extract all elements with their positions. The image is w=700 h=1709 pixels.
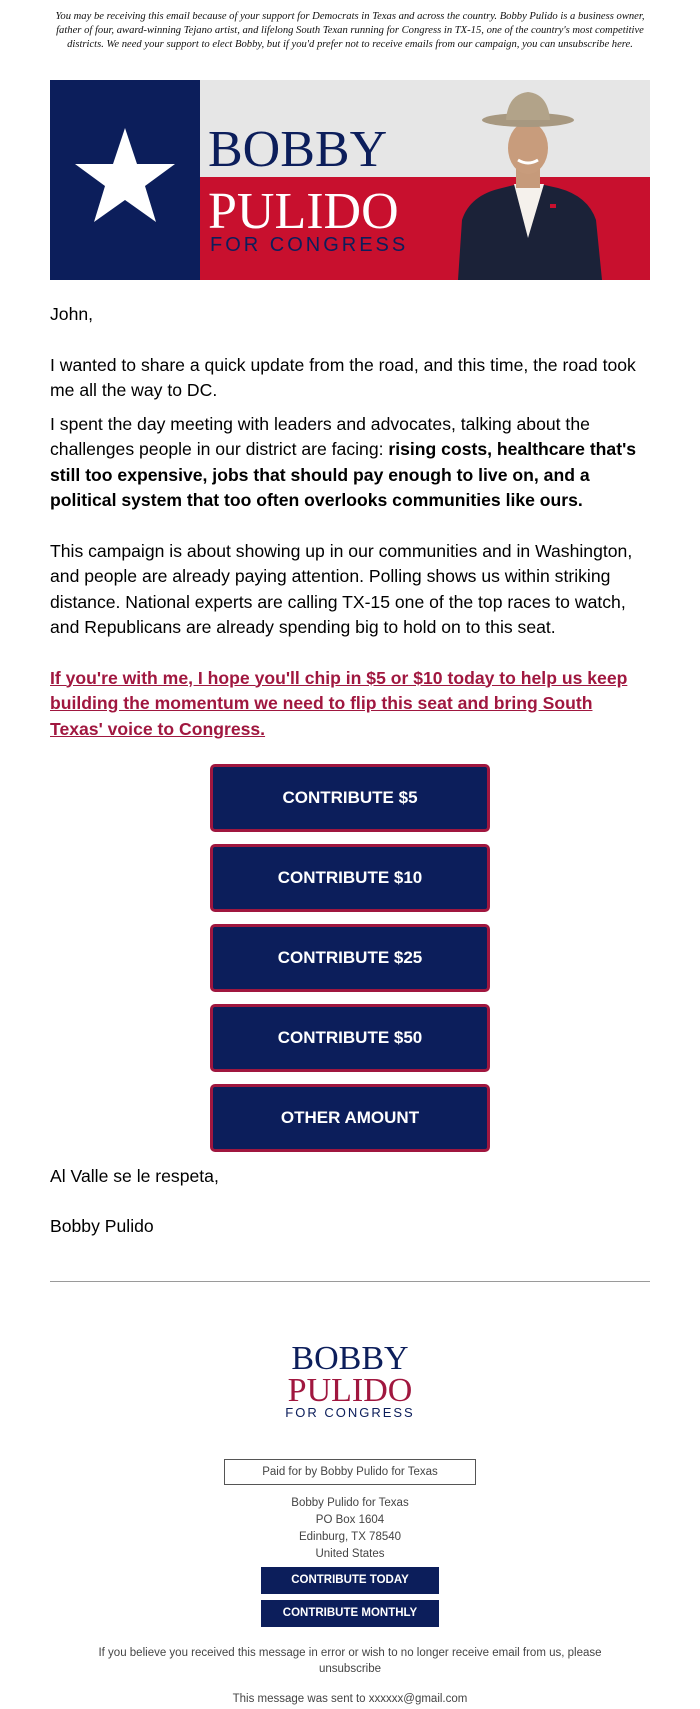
- unsubscribe-link[interactable]: unsubscribe: [318, 1663, 381, 1675]
- sent-to-notice: [50, 1693, 650, 1705]
- footer-buttons: [50, 1567, 650, 1627]
- contribute-monthly-button[interactable]: CONTRIBUTE MONTHLY: [261, 1600, 439, 1627]
- footer-divider: [50, 1281, 650, 1282]
- donate-cta-link[interactable]: If you're with me, I hope you'll chip in $5 or $10 today to help us keep building the momentum we need to flip this seat and bring South Texas' voice to Congress.: [50, 667, 628, 739]
- address-line-3: Edinburg, TX 78540: [298, 1531, 402, 1543]
- address-line-4: United States: [315, 1548, 385, 1560]
- banner-name-first: BOBBY: [208, 121, 388, 178]
- sent-to-email: xxxxxx@gmail.com: [368, 1693, 468, 1705]
- paragraph-3: This campaign is about showing up in our communities and in Washington, and people are already paying attention. Polling shows us within striking distance. National experts are calling TX-15 one of the top races to watch, and Republicans are already spending big to hold on to this seat.: [50, 540, 633, 637]
- campaign-banner: [50, 80, 650, 280]
- paragraph-2-plain: I spent the day meeting with leaders and advocates, talking about the challenges people in our district are facing:: [50, 413, 590, 459]
- error-notice: [50, 1645, 650, 1677]
- contribute-25-button[interactable]: CONTRIBUTE $25: [210, 924, 490, 992]
- other-amount-button[interactable]: OTHER AMOUNT: [210, 1084, 490, 1152]
- signoff-name: Bobby Pulido: [50, 1216, 154, 1236]
- paragraph-1: I wanted to share a quick update from the road, and this time, the road took me all the way to DC.: [50, 354, 636, 400]
- footer-logo: [50, 1337, 650, 1427]
- address-line-1: Bobby Pulido for Texas: [291, 1497, 409, 1509]
- address-line-2: PO Box 1604: [315, 1514, 385, 1526]
- footer-logo-last: PULIDO: [287, 1372, 413, 1409]
- email-container: [50, 0, 650, 1705]
- donation-buttons: [50, 764, 650, 1152]
- footer-logo-first: BOBBY: [291, 1340, 409, 1377]
- paragraph-2: [50, 412, 650, 514]
- footer-logo-tagline: FOR CONGRESS: [285, 1405, 415, 1420]
- contribute-5-button[interactable]: CONTRIBUTE $5: [210, 764, 490, 832]
- banner-name-last: PULIDO: [208, 183, 399, 240]
- signoff: [50, 1164, 650, 1239]
- sent-to-prefix: This message was sent to: [232, 1693, 369, 1705]
- paid-for-box: Paid for by Bobby Pulido for Texas: [224, 1459, 476, 1485]
- paragraph-2-bold: rising costs, healthcare that's still too expensive, jobs that should pay enough to live on, and a political system that too often overlooks communities like ours.: [50, 439, 637, 510]
- footer-logo-graphic: [50, 1337, 650, 1427]
- contribute-10-button[interactable]: CONTRIBUTE $10: [210, 844, 490, 912]
- signoff-line: Al Valle se le respeta,: [50, 1166, 219, 1186]
- preheader-text: You may be receiving this email because of your support for Democrats in Texas and across the country. Bobby Pulido is a business owner, father of four, award-winning Tejano artist, and lifelong South Texan running for Congress in TX-15, one of the country's most competitive districts. We need your support to elect Bobby, but if you'd prefer not to receive emails from our campaign, you can unsubscribe here.: [55, 11, 645, 50]
- contribute-50-button[interactable]: CONTRIBUTE $50: [210, 1004, 490, 1072]
- error-notice-text: If you believe you received this message in error or wish to no longer receive email from us, please: [98, 1647, 602, 1659]
- contribute-today-button[interactable]: CONTRIBUTE TODAY: [261, 1567, 439, 1594]
- letter-body: [50, 302, 650, 742]
- mailing-address: [50, 1495, 650, 1563]
- banner-tagline: FOR CONGRESS: [210, 234, 409, 256]
- banner-graphic: [50, 80, 650, 280]
- greeting: John,: [50, 304, 94, 324]
